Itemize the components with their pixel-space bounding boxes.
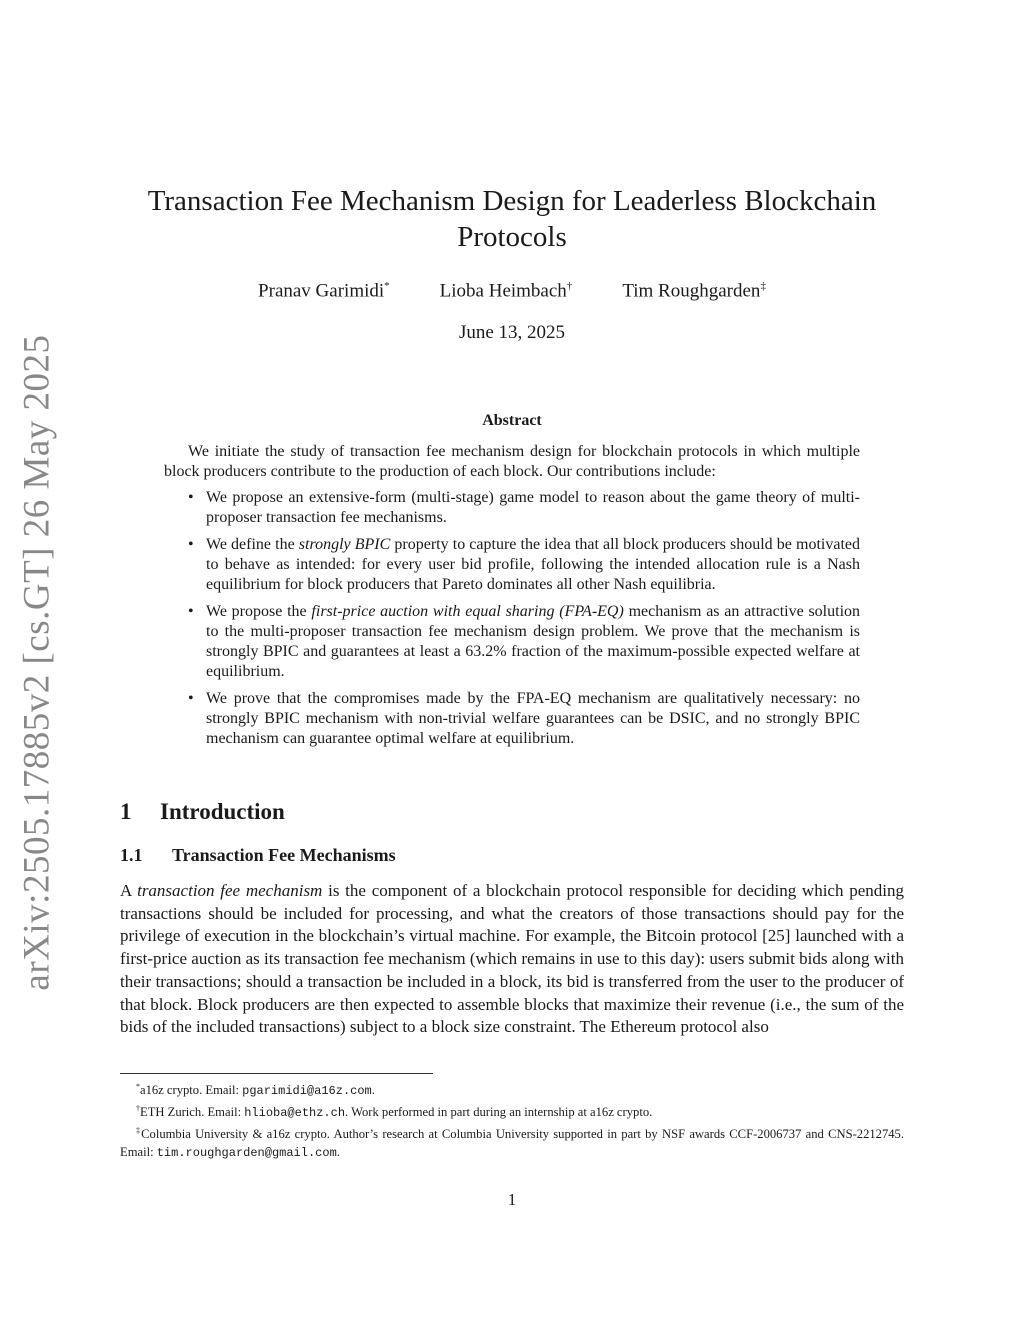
contribution-item: • We propose an extensive-form (multi-stage) game model to reason about the game theory of multi-proposer transaction fee mechanisms. — [206, 488, 860, 528]
footnote-divider — [120, 1073, 433, 1074]
author-list — [120, 280, 904, 302]
abstract-body — [164, 442, 860, 756]
author: Lioba Heimbach† — [439, 280, 573, 302]
contribution-list — [164, 488, 860, 749]
footnote: ‡Columbia University & a16z crypto. Author’s research at Columbia University supported in part by NSF awards CCF-2006737 and CNS-2212745. Email: tim.roughgarden@gmail.com. — [120, 1126, 904, 1160]
body-paragraph: A transaction fee mechanism is the component of a blockchain protocol responsible for deciding which pending transactions should be included for processing, and what the creators of those transactions should pay for the privilege of execution in the blockchain’s virtual machine. For example, the Bitcoin protocol [25] launched with a first-price auction as its transaction fee mechanism (which remains in use to this day): users submit bids along with their transactions; should a transaction be included in a block, its bid is transferred from the user to the producer of that block. Block producers are then expected to assemble blocks that maximize their revenue (i.e., the sum of the bids of the included transactions) subject to a block size constraint. The Ethereum protocol also — [120, 881, 904, 1037]
abstract-heading: Abstract — [482, 412, 542, 429]
footnote: *a16z crypto. Email: pgarimidi@a16z.com. — [136, 1082, 375, 1099]
paper-title: Transaction Fee Mechanism Design for Leaderless Blockchain Protocols — [147, 185, 877, 253]
paper-date: June 13, 2025 — [458, 322, 566, 343]
abstract-intro: We initiate the study of transaction fee mechanism design for blockchain protocols in which multiple block producers contribute to the production of each block. Our contributions include: — [164, 443, 860, 480]
arxiv-identifier — [8, 333, 66, 991]
footnotes — [120, 1078, 904, 1162]
email-link[interactable]: pgarimidi@a16z.com — [242, 1084, 372, 1099]
email-link[interactable]: hlioba@ethz.ch — [244, 1106, 346, 1121]
contribution-item: • We prove that the compromises made by the FPA-EQ mechanism are qualitatively necessary: no strongly BPIC mechanism with non-trivial welfare guarantees can be DSIC, and no strongly BPIC mechanism can guarantee optimal welfare at equilibrium. — [206, 689, 860, 749]
page-number: 1 — [507, 1190, 517, 1209]
arxiv-identifier-text: arXiv:2505.17885v2 [cs.GT] 26 May 2025 — [16, 333, 58, 991]
contribution-item: • We define the strongly BPIC property to capture the idea that all block producers should be motivated to behave as intended: for every user bid profile, following the intended allocation rule is a Nash equilibrium for block producers that Pareto dominates all other Nash equilibria. — [206, 535, 860, 595]
contribution-item: • We propose the first-price auction with equal sharing (FPA-EQ) mechanism as an attractive solution to the multi-proposer transaction fee mechanism design problem. We prove that the mechanism is strongly BPIC and guarantees at least a 63.2% fraction of the maximum-possible expected welfare at equilibrium. — [206, 602, 860, 682]
section-heading-introduction: 1 Introduction — [120, 799, 285, 824]
email-link[interactable]: tim.roughgarden@gmail.com — [156, 1145, 337, 1160]
footnote: †ETH Zurich. Email: hlioba@ethz.ch. Work performed in part during an internship at a16z crypto. — [136, 1104, 653, 1121]
author: Tim Roughgarden‡ — [622, 280, 766, 302]
subsection-heading-transaction-fee-mechanisms: 1.1 Transaction Fee Mechanisms — [120, 845, 396, 865]
author: Pranav Garimidi* — [258, 280, 390, 302]
